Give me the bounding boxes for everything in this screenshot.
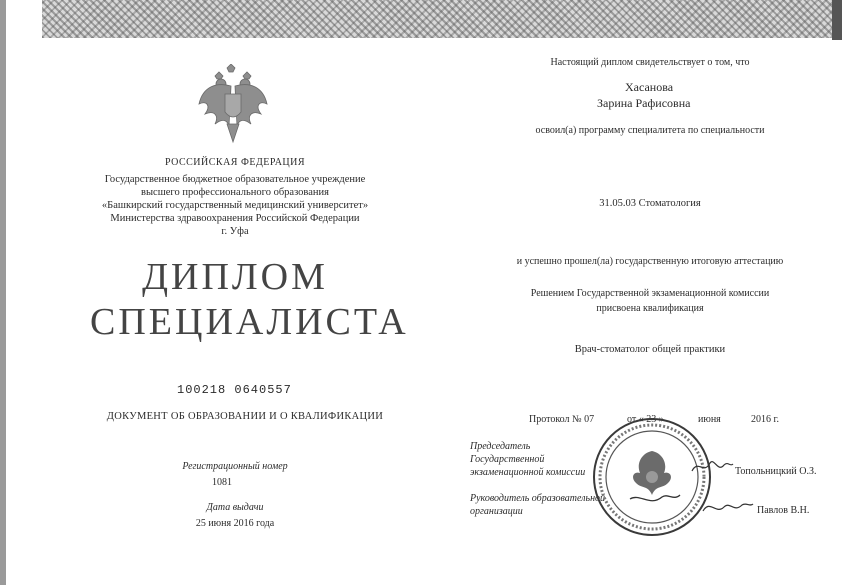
attestation-text: и успешно прошел(ла) государственную итоговую аттестацию xyxy=(516,256,784,267)
institution-line: «Башкирский государственный медицинский университет» xyxy=(101,200,369,211)
scan-right-edge xyxy=(832,0,842,40)
institution-line: г. Уфа xyxy=(221,226,249,237)
protocol-month: июня xyxy=(698,414,721,425)
issue-date-label: Дата выдачи xyxy=(206,502,264,513)
chair-label-line: Председатель xyxy=(470,441,531,452)
country-name: РОССИЙСКАЯ ФЕДЕРАЦИЯ xyxy=(164,157,306,168)
diploma-title: ДИПЛОМ xyxy=(142,256,328,298)
institution-line: высшего профессионального образования xyxy=(141,187,329,198)
document-caption: ДОКУМЕНТ ОБ ОБРАЗОВАНИИ И О КВАЛИФИКАЦИИ xyxy=(106,411,384,422)
graduate-given-names: Зарина Рафисовна xyxy=(597,96,691,110)
registration-number: 1081 xyxy=(212,477,232,488)
commission-chair-label xyxy=(470,440,585,479)
protocol-number: Протокол № 07 xyxy=(529,414,595,425)
diploma-subtitle: СПЕЦИАЛИСТА xyxy=(90,301,409,343)
commission-chair-name: Топольницкий О.З. xyxy=(735,466,817,477)
institution-block xyxy=(75,173,395,238)
diploma-serial-number: 100218 0640557 xyxy=(177,383,292,397)
protocol-year: 2016 г. xyxy=(751,414,779,425)
head-label-line: Руководитель образовательной xyxy=(470,493,606,504)
program-text: освоил(а) программу специалитета по специальности xyxy=(535,125,765,136)
graduate-surname: Хасанова xyxy=(625,80,674,94)
head-label xyxy=(470,492,605,518)
qualification-awarded-text: присвоена квалификация xyxy=(596,303,704,314)
commission-decision-text: Решением Государственной экзаменационной комиссии xyxy=(530,288,770,299)
protocol-day: от « 23 » xyxy=(627,414,664,425)
registration-label: Регистрационный номер xyxy=(182,461,288,472)
issue-date: 25 июня 2016 года xyxy=(195,518,275,529)
specialty: 31.05.03 Стоматология xyxy=(599,198,701,209)
chair-signature-icon xyxy=(690,455,735,477)
qualification: Врач-стоматолог общей практики xyxy=(574,344,726,355)
institution-line: Министерства здравоохранения Российской Федерации xyxy=(110,213,360,224)
chair-label-line: Государственной xyxy=(470,454,545,465)
coat-of-arms-icon xyxy=(197,64,269,144)
intro-text: Настоящий диплом свидетельствует о том, что xyxy=(550,57,750,68)
head-name: Павлов В.Н. xyxy=(757,505,810,516)
official-seal-icon xyxy=(590,415,715,540)
decorative-border-band xyxy=(42,0,832,38)
head-label-line: организации xyxy=(470,506,523,517)
scan-left-edge xyxy=(0,0,6,585)
institution-line: Государственное бюджетное образовательное учреждение xyxy=(104,174,366,185)
head-signature-icon xyxy=(700,497,755,519)
chair-label-line: экзаменационной комиссии xyxy=(470,467,586,478)
